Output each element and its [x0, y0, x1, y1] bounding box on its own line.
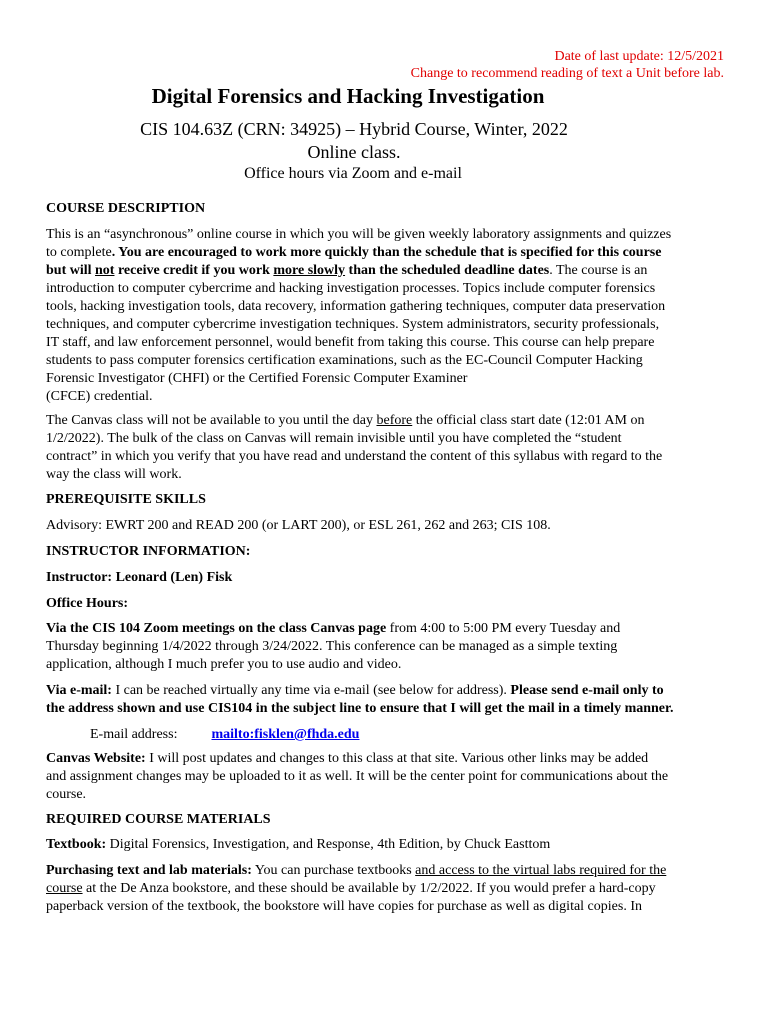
text-line: and assignment changes may be uploaded to it as well. It will be the center point for communications about the	[46, 769, 669, 784]
prerequisite-text: Advisory: EWRT 200 and READ 200 (or LART 200), or ESL 261, 262 and 263; CIS 108.	[46, 518, 551, 533]
zoom-hours-paragraph	[46, 620, 726, 674]
text-line: application, although I much prefer you to use audio and video.	[46, 657, 402, 672]
office-hours-heading: Office Hours:	[46, 596, 129, 611]
text-line: course at the De Anza bookstore, and these should be available by 1/2/2022. If you would prefer a hard-copy	[46, 881, 656, 896]
instructor-heading: INSTRUCTOR INFORMATION:	[46, 544, 251, 559]
text-line: Via e-mail: I can be reached virtually any time via e-mail (see below for address). Please send e-mail only to	[46, 683, 664, 698]
change-note: Change to recommend reading of text a Unit before lab.	[410, 66, 724, 81]
canvas-website-paragraph	[46, 750, 726, 804]
office-hours-line: Office hours via Zoom and e-mail	[244, 165, 462, 182]
text-line: This is an “asynchronous” online course in which you will be given weekly laboratory assignments and quizzes	[46, 227, 672, 242]
canvas-availability-paragraph	[46, 412, 726, 484]
mode-line: Online class.	[307, 142, 401, 162]
text-line: Forensic Investigator (CHFI) or the Certified Forensic Computer Examiner	[46, 371, 468, 386]
text-line: contract” in which you verify that you have read and understand the content of this syllabus with regard to the	[46, 449, 663, 464]
course-line: CIS 104.63Z (CRN: 34925) – Hybrid Course, Winter, 2022	[140, 119, 568, 139]
email-address-label: E-mail address:	[90, 727, 178, 742]
text-line: to complete. You are encouraged to work more quickly than the schedule that is specified for this course	[46, 245, 662, 260]
course-description-paragraph	[46, 226, 726, 406]
prerequisite-heading: PREREQUISITE SKILLS	[46, 492, 206, 507]
text-line: course.	[46, 787, 87, 802]
email-link[interactable]: mailto:fisklen@fhda.edu	[211, 727, 360, 742]
text-line: the address shown and use CIS104 in the subject line to ensure that I will get the mail in a timely manner.	[46, 701, 674, 716]
purchasing-paragraph	[46, 862, 726, 916]
course-description-heading: COURSE DESCRIPTION	[46, 201, 206, 216]
document-title: Digital Forensics and Hacking Investigation	[151, 84, 545, 108]
text-line: Purchasing text and lab materials: You can purchase textbooks and access to the virtual labs required for the	[46, 863, 667, 878]
text-line: Via the CIS 104 Zoom meetings on the class Canvas page from 4:00 to 5:00 PM every Tuesday and	[46, 621, 621, 636]
materials-heading: REQUIRED COURSE MATERIALS	[46, 812, 271, 827]
text-line: students to pass computer forensics certification examinations, such as the EC-Council Computer Hacking	[46, 353, 643, 368]
text-line: tools, hacking investigation tools, data recovery, information gathering techniques, computer data preservation	[46, 299, 666, 314]
instructor-name: Instructor: Leonard (Len) Fisk	[46, 570, 233, 585]
text-line: but will not receive credit if you work more slowly than the scheduled deadline dates. The course is an	[46, 263, 648, 278]
textbook-line: Textbook: Digital Forensics, Investigation, and Response, 4th Edition, by Chuck Easttom	[46, 837, 551, 852]
last-update-note: Date of last update: 12/5/2021	[554, 49, 724, 64]
text-line: Canvas Website: I will post updates and changes to this class at that site. Various other links may be added	[46, 751, 649, 766]
text-line: techniques, and computer cybercrime investigation techniques. System administrators, security professionals,	[46, 317, 660, 332]
text-line: IT staff, and law enforcement personnel, would benefit from taking this course. This course can help prepare	[46, 335, 655, 350]
email-address-line	[46, 726, 726, 744]
text-line: Thursday beginning 1/4/2022 through 3/24/2022. This conference can be managed as a simple texting	[46, 639, 618, 654]
text-line: (CFCE) credential.	[46, 389, 153, 404]
text-line: paperback version of the textbook, the bookstore will have copies for purchase as well as digital copies. In	[46, 899, 642, 914]
text-line: 1/2/2022). The bulk of the class on Canvas will remain invisible until you have completed the “student	[46, 431, 622, 446]
text-line: introduction to computer cybercrime and hacking investigation processes. Topics include computer forensics	[46, 281, 656, 296]
text-line: The Canvas class will not be available to you until the day before the official class start date (12:01 AM on	[46, 413, 645, 428]
email-paragraph	[46, 682, 726, 718]
text-line: way the class will work.	[46, 467, 182, 482]
